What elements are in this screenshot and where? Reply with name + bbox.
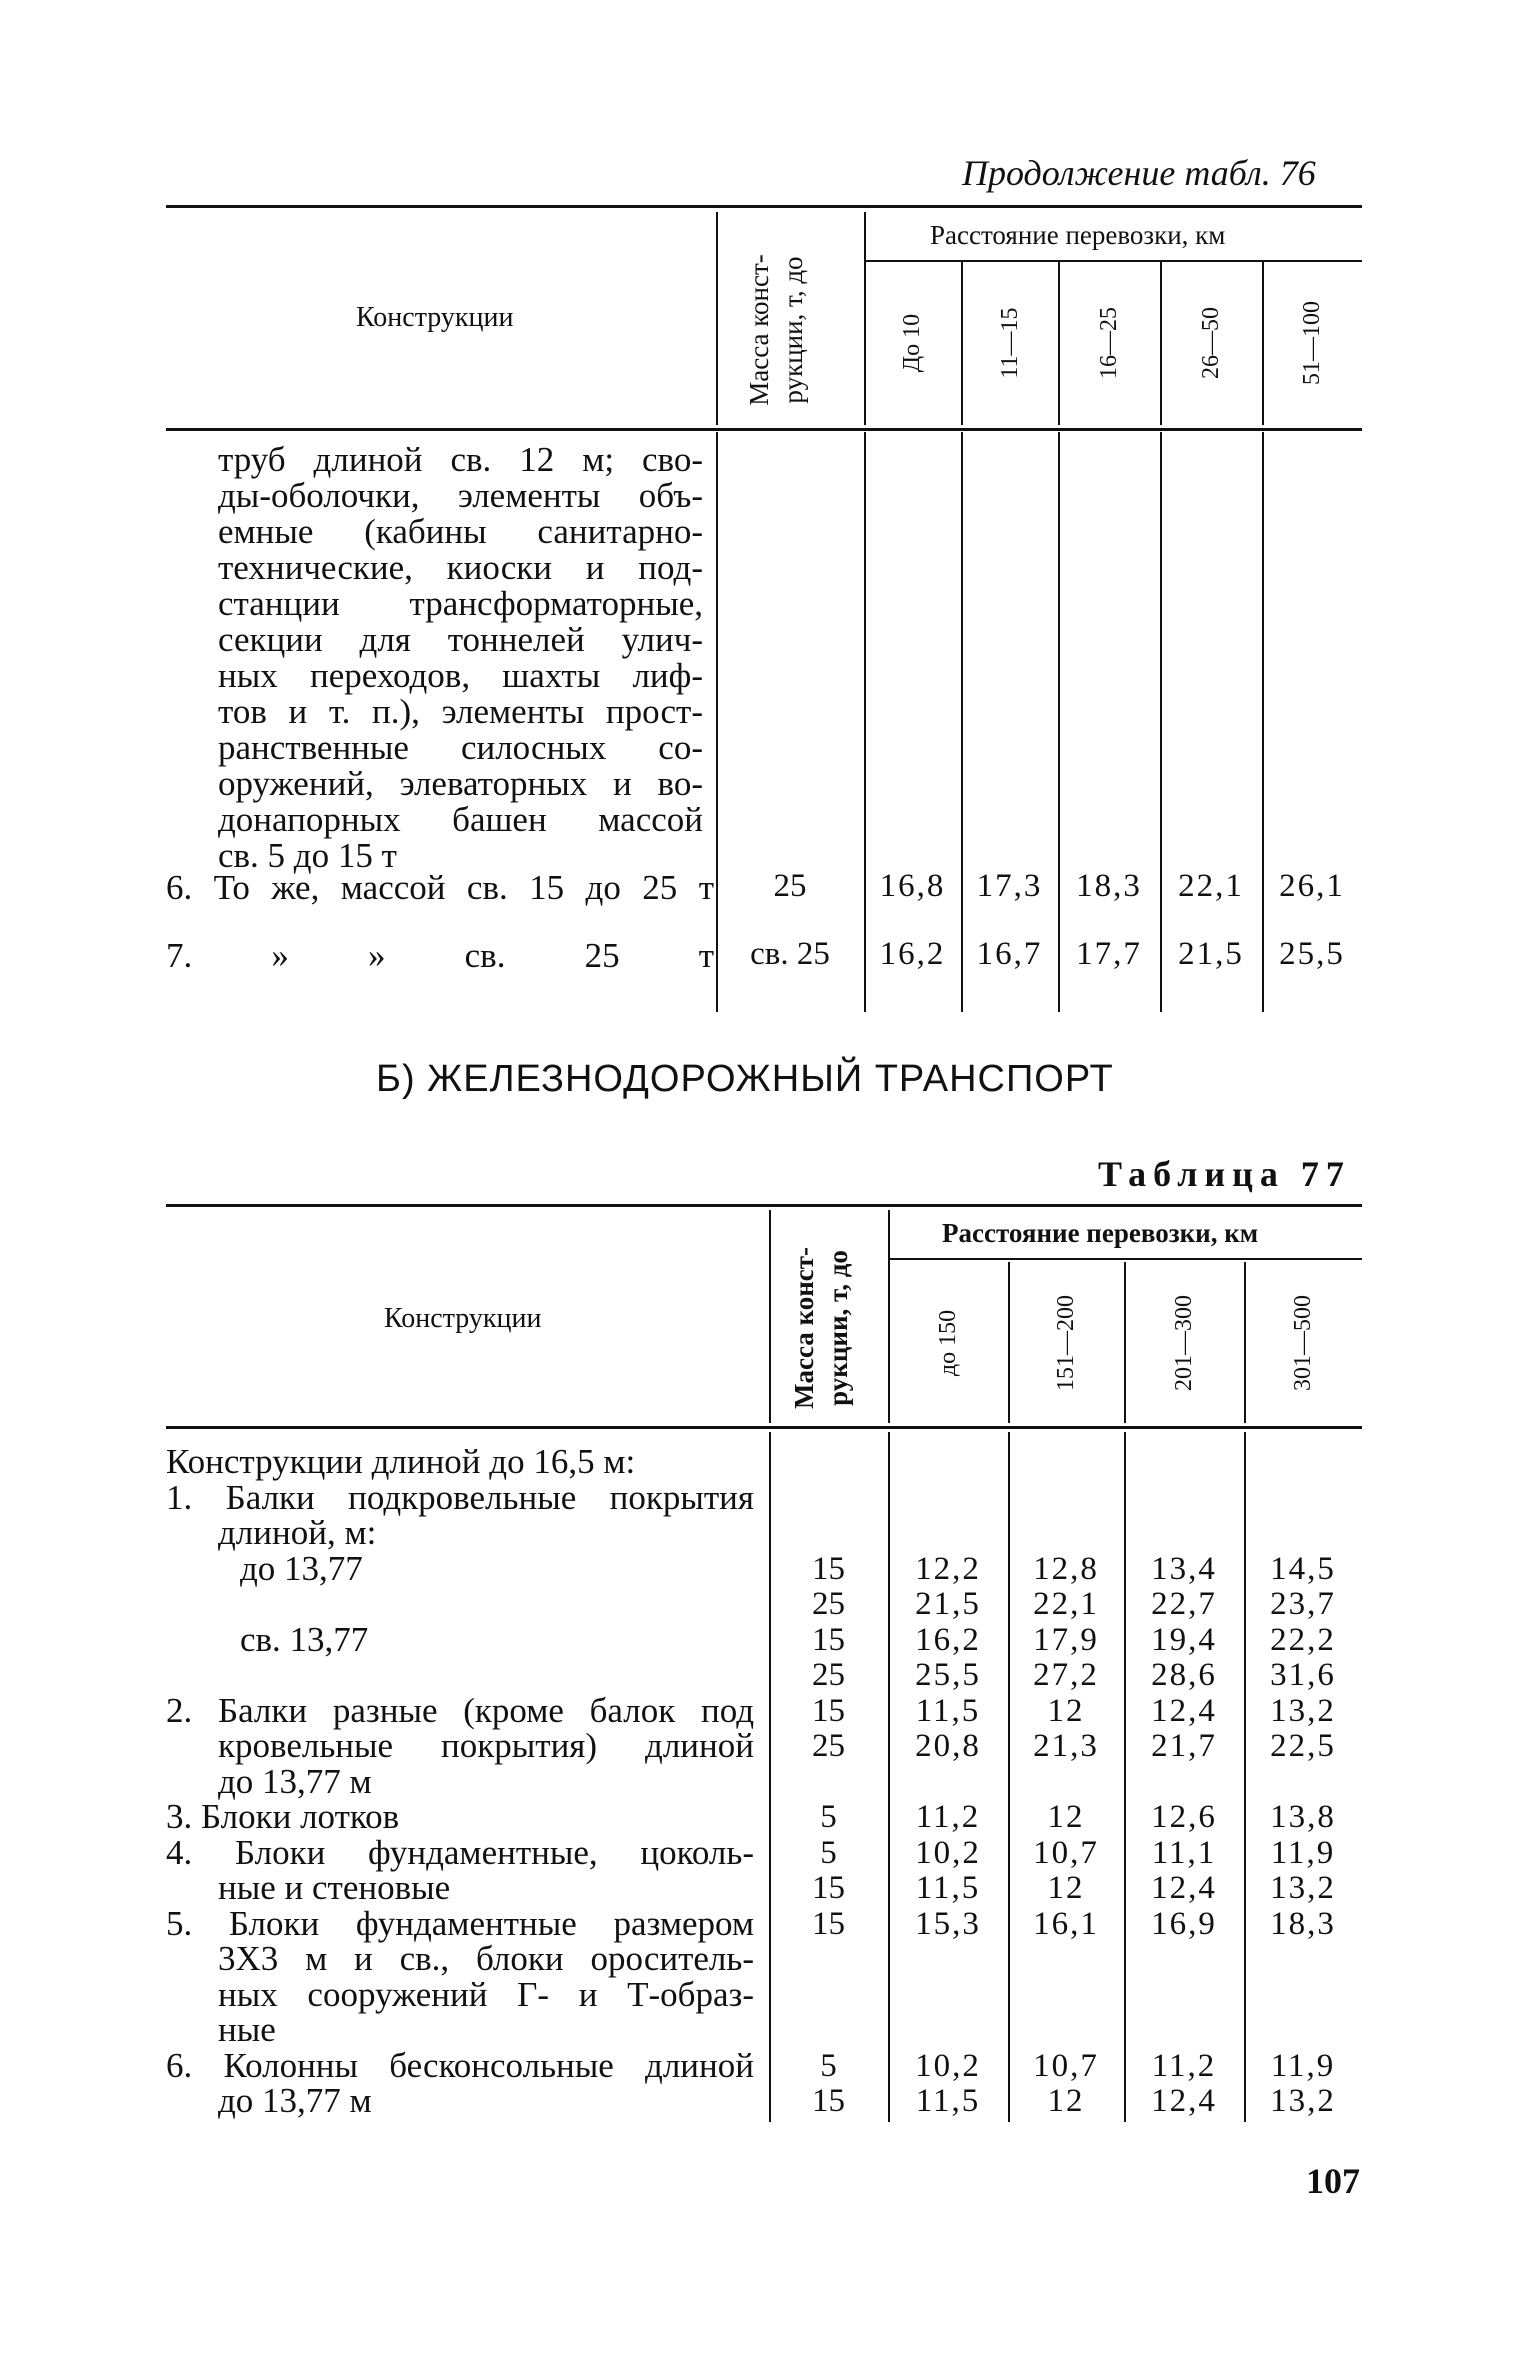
t77-value-cell: 28,6 xyxy=(1151,1657,1217,1693)
t76-value-cell: 21,5 xyxy=(1178,936,1244,972)
t77-row-text: до 13,77 xyxy=(240,1549,363,1588)
t77-value-cell: 10,2 xyxy=(915,1835,981,1871)
t77-distance-header: 151—200 xyxy=(1053,1295,1079,1391)
t77-value-cell: 12 xyxy=(1047,2083,1085,2119)
t77-row-mass: 15 xyxy=(812,1693,845,1729)
t77-distance-header: 201—300 xyxy=(1171,1295,1197,1391)
t77-value-cell: 11,9 xyxy=(1270,1835,1336,1871)
page-number: 107 xyxy=(1306,2161,1360,2201)
t76-value-cell: 16,8 xyxy=(879,868,946,904)
t77-value-cell: 15,3 xyxy=(915,1906,981,1942)
t76-header-bottom-rule xyxy=(166,428,1362,431)
t77-value-cell: 12,8 xyxy=(1033,1551,1099,1587)
t77-value-cell: 10,2 xyxy=(915,2048,981,2084)
t77-value-cell: 19,4 xyxy=(1151,1622,1217,1658)
t76-vline xyxy=(1160,262,1162,425)
table-76-caption: Продолжение табл. 76 xyxy=(962,153,1316,193)
t77-value-cell: 21,7 xyxy=(1151,1728,1217,1764)
t76-vline xyxy=(961,262,963,425)
t77-value-cell: 12 xyxy=(1047,1799,1085,1835)
t77-value-cell: 13,4 xyxy=(1151,1551,1217,1587)
t76-row-mass: 25 xyxy=(773,868,807,904)
t77-value-cell: 23,7 xyxy=(1270,1586,1336,1622)
t76-row-label: 6. То же, массой св. 15 до 25 т xyxy=(166,868,714,907)
t76-vline xyxy=(864,212,866,425)
t77-row-mass: 15 xyxy=(812,1870,845,1906)
t76-row-label: 7. » » св. 25 т xyxy=(166,936,714,975)
t76-vline xyxy=(1058,432,1060,1012)
table-77-caption: Таблица 77 xyxy=(1098,1154,1351,1194)
t76-col-mass: Масса конст- рукции, т, до xyxy=(744,254,808,406)
t77-vline xyxy=(1008,1432,1010,2122)
t77-value-cell: 12,4 xyxy=(1151,2083,1217,2119)
t76-distance-header: 16—25 xyxy=(1096,307,1122,379)
t77-row-text: ные и стеновые xyxy=(218,1868,451,1907)
t77-value-cell: 16,9 xyxy=(1151,1906,1217,1942)
t77-vline xyxy=(769,1210,771,1423)
t77-value-cell: 11,5 xyxy=(915,2083,981,2119)
t77-dist-rule xyxy=(888,1258,1362,1260)
t76-distance-header: 26—50 xyxy=(1198,307,1224,379)
t76-distance-header: 11—15 xyxy=(997,307,1023,379)
t76-value-cell: 18,3 xyxy=(1076,868,1142,904)
t76-value-cell: 16,7 xyxy=(976,936,1043,972)
t77-row-text: до 13,77 м xyxy=(218,1762,372,1801)
t77-value-cell: 21,3 xyxy=(1033,1728,1099,1764)
t76-continued-text: труб длиной св. 12 м; сво- ды-оболочки, элементы объ- емные (кабины санитарно- технические, киоски и под- станции трансформаторные, секции для тоннелей улич- ных переходов, шахты лиф- тов и т. п.), элементы прост- ранственные силосных со- оружений, элеваторных и во- донапорных башен массой св. 5 до 15 т xyxy=(218,440,703,875)
t77-top-rule xyxy=(166,1204,1362,1207)
t77-distance-header: до 150 xyxy=(935,1309,961,1377)
t77-row-mass: 15 xyxy=(812,1551,845,1587)
t77-value-cell: 13,8 xyxy=(1270,1799,1336,1835)
t77-value-cell: 27,2 xyxy=(1033,1657,1099,1693)
t77-value-cell: 14,5 xyxy=(1270,1551,1336,1587)
t77-value-cell: 31,6 xyxy=(1270,1657,1336,1693)
t77-value-cell: 16,1 xyxy=(1033,1906,1099,1942)
t76-value-cell: 16,2 xyxy=(879,936,946,972)
t77-row-mass: 15 xyxy=(812,2083,845,2119)
t77-row-text: ных сооружений Г- и Т-образ- xyxy=(218,1975,754,2014)
t76-col-distance: Расстояние перевозки, км xyxy=(930,220,1226,250)
t76-top-rule xyxy=(166,205,1362,208)
t77-row-text: Конструкции длиной до 16,5 м: xyxy=(166,1442,636,1481)
t77-row-text: св. 13,77 xyxy=(240,1620,369,1659)
t76-distance-header: До 10 xyxy=(899,313,925,373)
t77-row-text: длиной, м: xyxy=(218,1513,377,1552)
t77-row-text: ные xyxy=(218,2010,276,2049)
t77-row-text: до 13,77 м xyxy=(218,2081,372,2120)
t76-col-construction: Конструкции xyxy=(356,302,514,333)
t76-vline xyxy=(1262,432,1264,1012)
t77-row-mass: 25 xyxy=(812,1728,845,1764)
t77-vline xyxy=(888,1210,890,1423)
t77-value-cell: 22,2 xyxy=(1270,1622,1336,1658)
t77-value-cell: 12,2 xyxy=(915,1551,981,1587)
t77-vline xyxy=(888,1432,890,2122)
t77-value-cell: 13,2 xyxy=(1270,2083,1336,2119)
t77-row-mass: 25 xyxy=(812,1657,845,1693)
t77-value-cell: 22,7 xyxy=(1151,1586,1217,1622)
t77-row-text: 5. Блоки фундаментные размером xyxy=(166,1904,754,1943)
t76-distance-header: 51—100 xyxy=(1299,301,1325,385)
t77-value-cell: 10,7 xyxy=(1033,2048,1099,2084)
t77-vline xyxy=(1124,1432,1126,2122)
t77-value-cell: 12,6 xyxy=(1151,1799,1217,1835)
t77-value-cell: 16,2 xyxy=(915,1622,981,1658)
t77-value-cell: 22,5 xyxy=(1270,1728,1336,1764)
t77-row-mass: 5 xyxy=(820,1799,837,1835)
t76-vline xyxy=(716,432,718,1012)
t77-row-text: кровельные покрытия) длиной xyxy=(218,1726,754,1765)
t77-value-cell: 18,3 xyxy=(1270,1906,1336,1942)
t77-value-cell: 12,4 xyxy=(1151,1870,1217,1906)
t77-row-text: 6. Колонны бесконсольные длиной xyxy=(166,2046,754,2085)
t76-row-mass: св. 25 xyxy=(750,936,830,972)
t76-value-cell: 25,5 xyxy=(1279,936,1345,972)
t77-value-cell: 11,1 xyxy=(1151,1835,1217,1871)
t76-vline xyxy=(864,432,866,1012)
t77-value-cell: 13,2 xyxy=(1270,1870,1336,1906)
t77-col-mass: Масса конст- рукции, т, до xyxy=(789,1246,853,1410)
t76-vline xyxy=(961,432,963,1012)
t77-value-cell: 21,5 xyxy=(915,1586,981,1622)
t77-value-cell: 13,2 xyxy=(1270,1693,1336,1729)
t77-value-cell: 12,4 xyxy=(1151,1693,1217,1729)
t77-value-cell: 17,9 xyxy=(1033,1622,1099,1658)
t77-vline xyxy=(1244,1432,1246,2122)
t77-row-text: 3Х3 м и св., блоки ороситель- xyxy=(218,1939,754,1978)
t77-vline xyxy=(769,1432,771,2122)
t77-value-cell: 11,5 xyxy=(915,1870,981,1906)
t76-value-cell: 17,7 xyxy=(1076,936,1142,972)
t77-distance-header: 301—500 xyxy=(1290,1295,1316,1391)
t76-vline xyxy=(1058,262,1060,425)
t77-value-cell: 22,1 xyxy=(1033,1586,1099,1622)
t77-row-text: 2. Балки разные (кроме балок под xyxy=(166,1691,754,1730)
t77-vline xyxy=(1008,1262,1010,1423)
t77-col-construction: Конструкции xyxy=(384,1303,542,1334)
t77-value-cell: 25,5 xyxy=(915,1657,981,1693)
t76-dist-rule xyxy=(864,260,1362,262)
t77-value-cell: 10,7 xyxy=(1033,1835,1099,1871)
t77-value-cell: 20,8 xyxy=(915,1728,981,1764)
t77-value-cell: 11,2 xyxy=(915,1799,981,1835)
t76-vline xyxy=(1160,432,1162,1012)
t77-row-mass: 25 xyxy=(812,1586,845,1622)
t77-row-mass: 5 xyxy=(820,1835,837,1871)
t77-value-cell: 11,2 xyxy=(1151,2048,1217,2084)
t77-row-mass: 15 xyxy=(812,1622,845,1658)
t76-vline xyxy=(716,212,718,425)
t76-value-cell: 17,3 xyxy=(976,868,1043,904)
t77-value-cell: 11,9 xyxy=(1270,2048,1336,2084)
t77-col-distance: Расстояние перевозки, км xyxy=(942,1218,1259,1248)
t77-row-text: 4. Блоки фундаментные, цоколь- xyxy=(166,1833,754,1872)
t77-vline xyxy=(1244,1262,1246,1423)
section-title: Б) ЖЕЛЕЗНОДОРОЖНЫЙ ТРАНСПОРТ xyxy=(376,1058,1114,1100)
t77-header-bottom-rule xyxy=(166,1426,1362,1429)
t77-row-mass: 5 xyxy=(820,2048,837,2084)
t76-value-cell: 22,1 xyxy=(1178,868,1244,904)
t77-vline xyxy=(1124,1262,1126,1423)
t77-row-text: 3. Блоки лотков xyxy=(166,1797,400,1836)
t77-value-cell: 12 xyxy=(1047,1870,1085,1906)
t77-row-mass: 15 xyxy=(812,1906,845,1942)
t77-row-text: 1. Балки подкровельные покрытия xyxy=(166,1478,754,1517)
t76-value-cell: 26,1 xyxy=(1279,868,1345,904)
t77-value-cell: 11,5 xyxy=(915,1693,981,1729)
t77-value-cell: 12 xyxy=(1047,1693,1085,1729)
t76-vline xyxy=(1262,262,1264,425)
